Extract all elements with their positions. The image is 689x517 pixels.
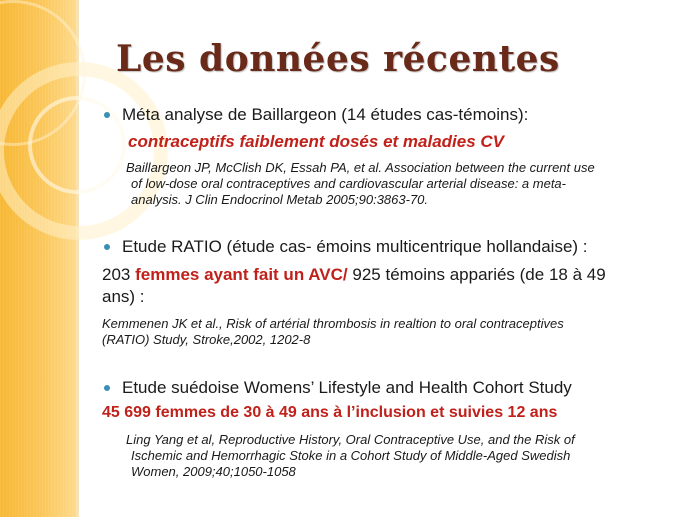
ratio-detail-line	[102, 264, 682, 286]
ratio-count: 203	[102, 265, 136, 284]
ratio-detail	[102, 264, 682, 308]
reference-line: Kemmenen JK et al., Risk of artérial thrombosis in realtion to oral contraceptives	[102, 316, 564, 331]
ratio-detail-cont: ans) :	[102, 287, 145, 306]
bullet-icon	[104, 112, 110, 118]
bullet-item	[102, 104, 682, 126]
highlight-text: contraceptifs faiblement dosés et maladies CV	[128, 132, 505, 151]
section-ratio-study	[102, 236, 682, 258]
ratio-controls: 925 témoins appariés (de 18 à 49	[347, 265, 606, 284]
bullet-icon	[104, 385, 110, 391]
reference	[102, 316, 687, 348]
reference-line: of low-dose oral contraceptives and cardiovascular arterial disease: a meta-	[131, 176, 566, 191]
highlight-text: 45 699 femmes de 30 à 49 ans à l’inclusion et suivies 12 ans	[102, 404, 558, 421]
bullet-item	[102, 377, 687, 399]
reference-line: (RATIO) Study, Stroke,2002, 1202-8	[102, 332, 311, 347]
reference	[102, 432, 687, 480]
bullet-text: Méta analyse de Baillargeon (14 études cas-témoins):	[122, 105, 529, 124]
reference-line: Ischemic and Hemorrhagic Stoke in a Cohort Study of Middle-Aged Swedish	[131, 448, 571, 463]
reference-line: analysis. J Clin Endocrinol Metab 2005;90:3863-70.	[131, 192, 429, 207]
highlight-text: femmes ayant fait un AVC/	[135, 265, 348, 284]
bullet-text: Etude RATIO (étude cas- émoins multicentrique hollandaise) :	[122, 237, 588, 256]
bullet-item	[102, 236, 682, 258]
section-swedish-study	[102, 377, 687, 480]
reference-line: Baillargeon JP, McClish DK, Essah PA, et al. Association between the current use	[126, 160, 595, 175]
section-meta-analysis	[102, 104, 682, 208]
bullet-icon	[104, 244, 110, 250]
slide-title: Les données récentes	[116, 38, 560, 80]
reference	[102, 160, 682, 208]
reference-line: Women, 2009;40;1050-1058	[131, 464, 296, 479]
bullet-text: Etude suédoise Womens’ Lifestyle and Health Cohort Study	[122, 378, 572, 397]
reference-line: Ling Yang et al, Reproductive History, Oral Contraceptive Use, and the Risk of	[126, 432, 575, 447]
